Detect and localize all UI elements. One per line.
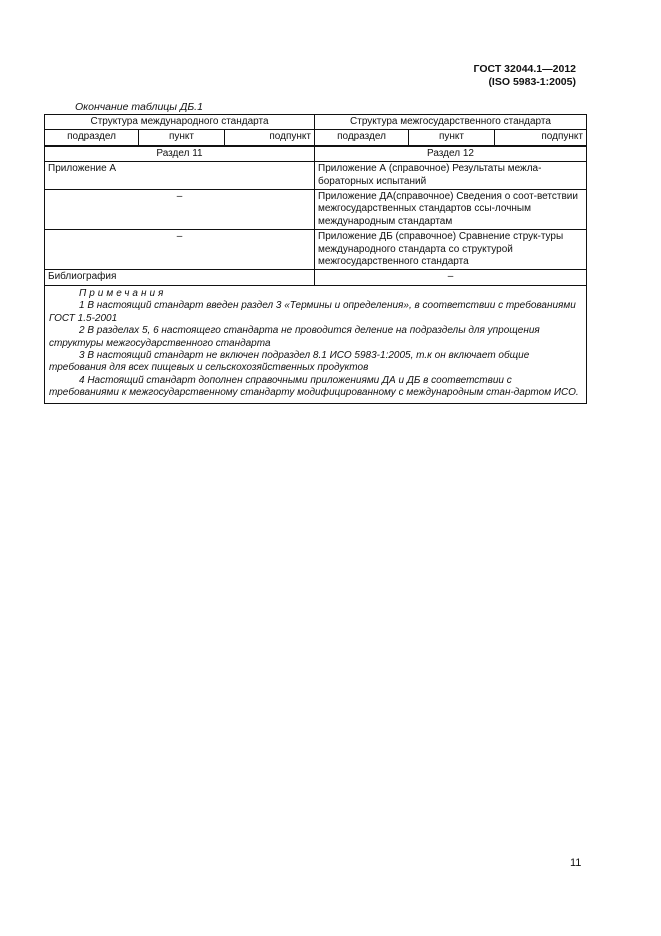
notes-title: Примечания xyxy=(79,287,167,299)
cell-left: – xyxy=(45,230,315,270)
subheader-subsection: подраздел xyxy=(315,130,409,146)
section-right: Раздел 12 xyxy=(315,146,587,162)
cell-right: Приложение ДБ (справочное) Сравнение струк-туры международного стандарта со структурой межгосударственного стандарта xyxy=(315,230,587,270)
note-item: 1 В настоящий стандарт введен раздел 3 «Термины и определения», в соответствии с требованиями ГОСТ 1.5-2001 xyxy=(49,300,576,324)
structure-comparison-table xyxy=(44,114,587,404)
cell-right: Приложение А (справочное) Результаты межла-бораторных испытаний xyxy=(315,162,587,190)
note-item: 2 В разделах 5, 6 настоящего стандарта не проводится деление на подразделы для упрощения структуры межгосударственного стандарта xyxy=(49,325,540,349)
standard-number: ГОСТ 32044.1—2012 xyxy=(473,63,576,75)
table-caption: Окончание таблицы ДБ.1 xyxy=(75,101,203,113)
table-header-row xyxy=(45,115,587,130)
section-left: Раздел 11 xyxy=(45,146,315,162)
page-number: 11 xyxy=(570,857,582,869)
table-row xyxy=(45,146,587,162)
table-row xyxy=(45,270,587,285)
iso-reference: (ISO 5983-1:2005) xyxy=(488,76,576,88)
subheader-subsection: подраздел xyxy=(45,130,139,146)
table-row xyxy=(45,230,587,270)
cell-right: – xyxy=(315,270,587,285)
table-subheader-row xyxy=(45,130,587,146)
cell-left: Библиография xyxy=(45,270,315,285)
header-international: Структура международного стандарта xyxy=(45,115,315,130)
subheader-clause: пункт xyxy=(409,130,495,146)
cell-right: Приложение ДА(справочное) Сведения о соот-ветствии межгосударственных стандартов ссы-лочным международным стандартам xyxy=(315,190,587,230)
table-row xyxy=(45,162,587,190)
note-item: 4 Настоящий стандарт дополнен справочными приложениями ДА и ДБ в соответствии с требованиями к межгосударственному стандарту модифицированному с международным стан-дартом ИСО. xyxy=(49,374,579,399)
subheader-subclause: подпункт xyxy=(225,130,315,146)
notes-cell xyxy=(45,285,587,403)
cell-left: – xyxy=(45,190,315,230)
subheader-clause: пункт xyxy=(139,130,225,146)
document-header xyxy=(474,63,576,89)
notes-row xyxy=(45,285,587,403)
table-row xyxy=(45,190,587,230)
cell-left: Приложение А xyxy=(45,162,315,190)
subheader-subclause: подпункт xyxy=(495,130,587,146)
note-item: 3 В настоящий стандарт не включен подраздел 8.1 ИСО 5983-1:2005, т.к он включает общие требования для всех пищевых и сельскохозяйственных продуктов xyxy=(49,349,530,374)
header-interstate: Структура межгосударственного стандарта xyxy=(315,115,587,130)
